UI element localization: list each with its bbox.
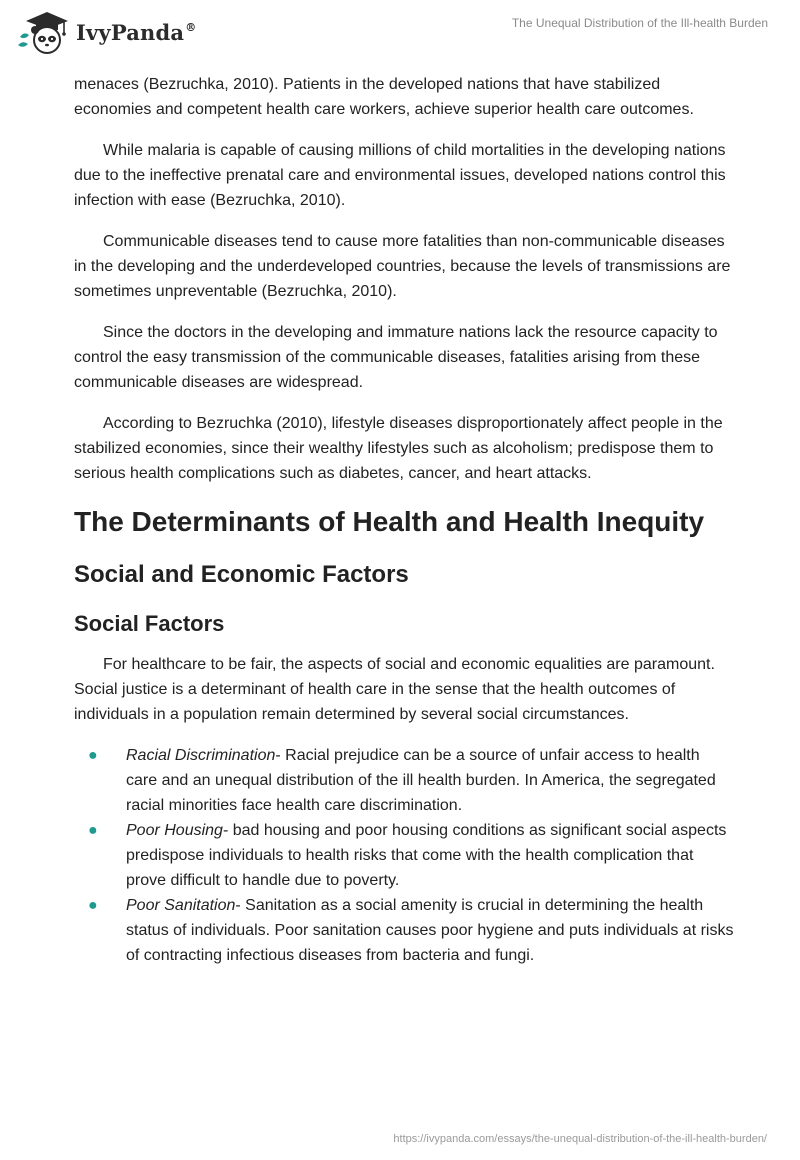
document-title: The Unequal Distribution of the Ill-health Burden	[511, 16, 768, 30]
source-url-link[interactable]: https://ivypanda.com/essays/the-unequal-distribution-of-the-ill-health-burden/	[393, 1133, 767, 1145]
heading-social-economic: Social and Economic Factors	[74, 561, 409, 588]
paragraph: Since the doctors in the developing and immature nations lack the resource capacity to control the easy transmission of the communicable diseases, fatalities arising from these communicable diseases are widespread.	[74, 324, 718, 391]
list-item-text: - Racial prejudice can be a source of unfair access to health care and an unequal distribution of the ill health burden. In America, the segregated racial minorities face health care discrimination.	[126, 747, 716, 814]
paragraph: Communicable diseases tend to cause more fatalities than non-communicable diseases in the developing and the underdeveloped countries, because the levels of transmissions are sometimes unpreventable (Bezruchka, 2010).	[74, 233, 731, 300]
social-factors-list	[74, 743, 734, 968]
registered-mark: ®	[185, 20, 197, 34]
list-item	[74, 743, 734, 818]
list-item	[74, 893, 734, 968]
bullet-dot-icon: ●	[88, 747, 98, 764]
paragraph: While malaria is capable of causing millions of child mortalities in the developing nations due to the ineffective prenatal care and environmental issues, developed nations control this infection with ease (Bezruchka, 2010).	[74, 142, 726, 209]
page-header	[0, 0, 800, 64]
list-item-term: Poor Housing	[126, 822, 223, 839]
bullet-dot-icon: ●	[88, 822, 98, 839]
logo-text: IvyPanda®	[76, 19, 197, 45]
list-item-term: Racial Discrimination	[126, 747, 276, 764]
paragraph: menaces (Bezruchka, 2010). Patients in the developed nations that have stabilized economies and competent health care workers, achieve superior health care outcomes.	[74, 76, 694, 118]
ivypanda-logo[interactable]	[14, 9, 196, 55]
paragraph: For healthcare to be fair, the aspects of social and economic equalities are paramount. Social justice is a determinant of health care in the sense that the health outcomes of individuals in a population remain determined by several social circumstances.	[74, 656, 715, 723]
bullet-dot-icon: ●	[88, 897, 98, 914]
heading-determinants: The Determinants of Health and Health Inequity	[74, 506, 705, 537]
list-item-term: Poor Sanitation	[126, 897, 236, 914]
list-item-text: - Sanitation as a social amenity is crucial in determining the health status of individuals. Poor sanitation causes poor hygiene and puts individuals at risks of contracting infectious diseases from bacteria and fungi.	[126, 897, 734, 964]
panda-graduate-icon	[14, 9, 72, 55]
article-body	[74, 72, 734, 968]
paragraph: According to Bezruchka (2010), lifestyle diseases disproportionately affect people in the stabilized economies, since their wealthy lifestyles such as alcoholism; predispose them to serious health complications such as diabetes, cancer, and heart attacks.	[74, 415, 723, 482]
list-item-text: - bad housing and poor housing conditions as significant social aspects predispose individuals to health risks that come with the health complication that prove difficult to handle due to poverty.	[126, 822, 727, 889]
heading-social-factors: Social Factors	[74, 611, 225, 636]
list-item	[74, 818, 734, 893]
